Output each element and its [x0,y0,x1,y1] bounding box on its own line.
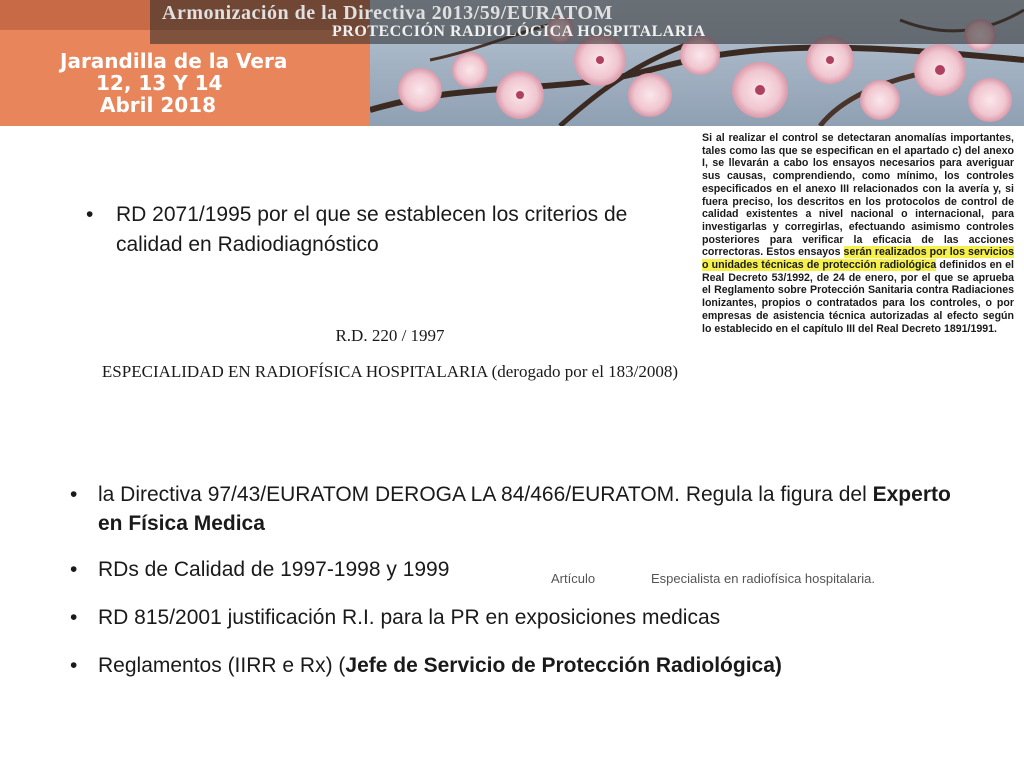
clipping-highlight: serán realizados por los servicios o unidades técnicas de protección radiológica [702,246,1014,272]
articulo-label: Artículo [551,571,596,586]
list-item-text: RD 815/2001 justificación R.I. para la PR en exposiciones medicas [98,606,721,629]
event-info [60,50,340,116]
event-location: Jarandilla de la Vera [60,49,288,73]
bullet-text: RD 2071/1995 por el que se establecen los criterios de calidad en Radiodiagnóstico [116,203,628,256]
list-item-bold: Jefe de Servicio de Protección Radiológica) [345,654,782,677]
rd-220-block [80,318,700,390]
banner-title: Armonización de la Directiva 2013/59/EURATOM [162,2,613,24]
list-item-reglamentos [70,651,970,680]
banner-subtitle: PROTECCIÓN RADIOLÓGICA HOSPITALARIA [332,23,706,40]
list-item-bold: Experto en Física Medica [98,483,951,535]
header-banner [0,0,1024,126]
list-item-text [98,651,782,680]
rd-220-title: R.D. 220 / 1997 [335,326,445,345]
bullet-rd-2071 [86,200,646,260]
list-item-directiva [70,480,970,538]
articulo-snippet [551,568,921,590]
bullet-marker: • [70,483,78,506]
bullet-marker: • [70,558,78,581]
list-item-plain: Reglamentos (IIRR e Rx) ( [98,654,346,677]
bullet-marker: • [70,606,78,629]
list-item-text [98,480,970,538]
event-days: 12, 13 Y 14 [96,71,223,95]
articulo-value: Especialista en radiofísica hospitalaria. [651,571,876,586]
bullet-marker: • [70,654,78,677]
list-item-rd-815 [70,603,970,632]
clipping-text [702,132,1014,335]
list-item-text: RDs de Calidad de 1997-1998 y 1999 [98,558,450,581]
clipping-text-before: Si al realizar el control se detectaran anomalías importantes, tales como las que se especifican en el apartado c) del anexo I, se llevarán a cabo los ensayos necesarios para averiguar sus causas, comprendiendo, como mínimo, los controles especificados en el anexo III relacionados con la avería y, si fuera preciso, los descritos en los protocolos de control de calidad existentes a nivel nacional o internacional, para investigarlas y corregirlas, efectuando asimismo controles posteriores para verificar la eficacia de las acciones correctoras. Estos ensayos [702,132,1014,259]
list-item-plain: la Directiva 97/43/EURATOM DEROGA LA 84/466/EURATOM. Regula la figura del [98,483,873,506]
clipping-text-after: definidos en el Real Decreto 53/1992, de 24 de enero, por el que se aprueba el Reglamento sobre Protección Sanitaria contra Radiaciones Ionizantes, propios o contratados para los controles, o por empresas de asistencia técnica autorizadas al efecto según lo establecido en el capítulo III del Real Decreto 1891/1991. [702,259,1014,335]
bullet-marker: • [86,203,94,226]
event-month-year: Abril 2018 [100,93,216,117]
rd-220-description: ESPECIALIDAD EN RADIOFÍSICA HOSPITALARIA (derogado por el 183/2008) [101,362,679,381]
document-clipping [694,128,1024,346]
